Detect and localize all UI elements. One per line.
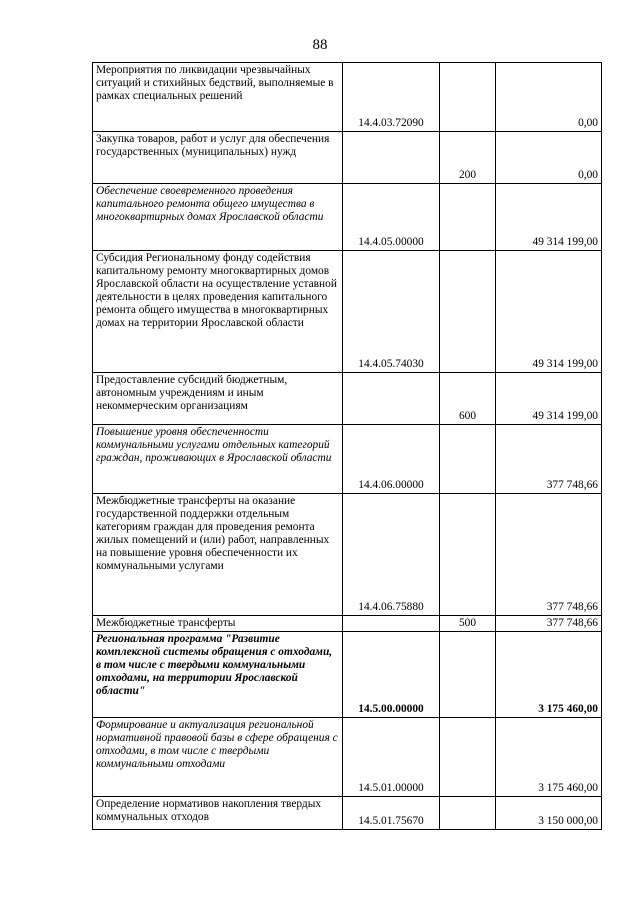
row-amount: 0,00 <box>496 132 602 184</box>
table-row <box>93 132 602 184</box>
table-row <box>93 63 602 132</box>
row-vr: 500 <box>440 616 496 632</box>
row-amount: 377 748,66 <box>496 494 602 616</box>
row-name: Определение нормативов накопления твердых коммунальных отходов <box>93 797 343 830</box>
row-vr <box>440 718 496 797</box>
row-name: Обеспечение своевременного проведения капитального ремонта общего имущества в многоквартирных домах Ярославской области <box>93 184 343 251</box>
row-amount: 49 314 199,00 <box>496 251 602 373</box>
table-row <box>93 251 602 373</box>
row-vr: 200 <box>440 132 496 184</box>
row-vr <box>440 797 496 830</box>
table-row <box>93 184 602 251</box>
table-row <box>93 718 602 797</box>
row-amount: 377 748,66 <box>496 616 602 632</box>
row-amount: 3 150 000,00 <box>496 797 602 830</box>
row-name: Региональная программа "Развитие комплексной системы обращения с отходами, в том числе с твердыми коммунальными отходами, на территории Ярославской области" <box>93 632 343 718</box>
row-vr <box>440 632 496 718</box>
row-name: Межбюджетные трансферты <box>93 616 343 632</box>
row-amount: 377 748,66 <box>496 425 602 494</box>
row-vr: 600 <box>440 373 496 425</box>
row-code: 14.5.01.75670 <box>343 797 440 830</box>
row-name: Мероприятия по ликвидации чрезвычайных ситуаций и стихийных бедствий, выполняемые в рамках специальных решений <box>93 63 343 132</box>
row-name: Межбюджетные трансферты на оказание государственной поддержки отдельным категориям граждан для проведения ремонта жилых помещений и (или) работ, направленных на повышение уровня обеспеченности их коммунальными услугами <box>93 494 343 616</box>
row-code <box>343 373 440 425</box>
row-name: Закупка товаров, работ и услуг для обеспечения государственных (муниципальных) нужд <box>93 132 343 184</box>
row-vr <box>440 251 496 373</box>
budget-table <box>92 62 602 830</box>
table-row <box>93 373 602 425</box>
table-row <box>93 632 602 718</box>
row-name: Формирование и актуализация региональной нормативной правовой базы в сфере обращения с отходами, в том числе с твердыми коммунальными отходами <box>93 718 343 797</box>
row-vr <box>440 425 496 494</box>
row-code: 14.4.03.72090 <box>343 63 440 132</box>
row-name: Предоставление субсидий бюджетным, автономным учреждениям и иным некоммерческим организациям <box>93 373 343 425</box>
row-code: 14.5.00.00000 <box>343 632 440 718</box>
row-name: Повышение уровня обеспеченности коммунальными услугами отдельных категорий граждан, проживающих в Ярославской области <box>93 425 343 494</box>
table-row <box>93 494 602 616</box>
row-amount: 3 175 460,00 <box>496 718 602 797</box>
row-code: 14.4.05.00000 <box>343 184 440 251</box>
row-vr <box>440 63 496 132</box>
table-row <box>93 797 602 830</box>
row-amount: 0,00 <box>496 63 602 132</box>
row-amount: 49 314 199,00 <box>496 184 602 251</box>
row-code <box>343 132 440 184</box>
row-name: Субсидия Региональному фонду содействия капитальному ремонту многоквартирных домов Ярославской области на осуществление уставной деятельности в целях проведения капитального ремонта общего имущества в многоквартирных домах на территории Ярославской области <box>93 251 343 373</box>
row-code: 14.5.01.00000 <box>343 718 440 797</box>
row-amount: 49 314 199,00 <box>496 373 602 425</box>
row-code: 14.4.05.74030 <box>343 251 440 373</box>
row-vr <box>440 494 496 616</box>
row-vr <box>440 184 496 251</box>
page-number: 88 <box>312 37 328 53</box>
row-code: 14.4.06.75880 <box>343 494 440 616</box>
row-code: 14.4.06.00000 <box>343 425 440 494</box>
table-row <box>93 616 602 632</box>
row-amount: 3 175 460,00 <box>496 632 602 718</box>
table-row <box>93 425 602 494</box>
row-code <box>343 616 440 632</box>
